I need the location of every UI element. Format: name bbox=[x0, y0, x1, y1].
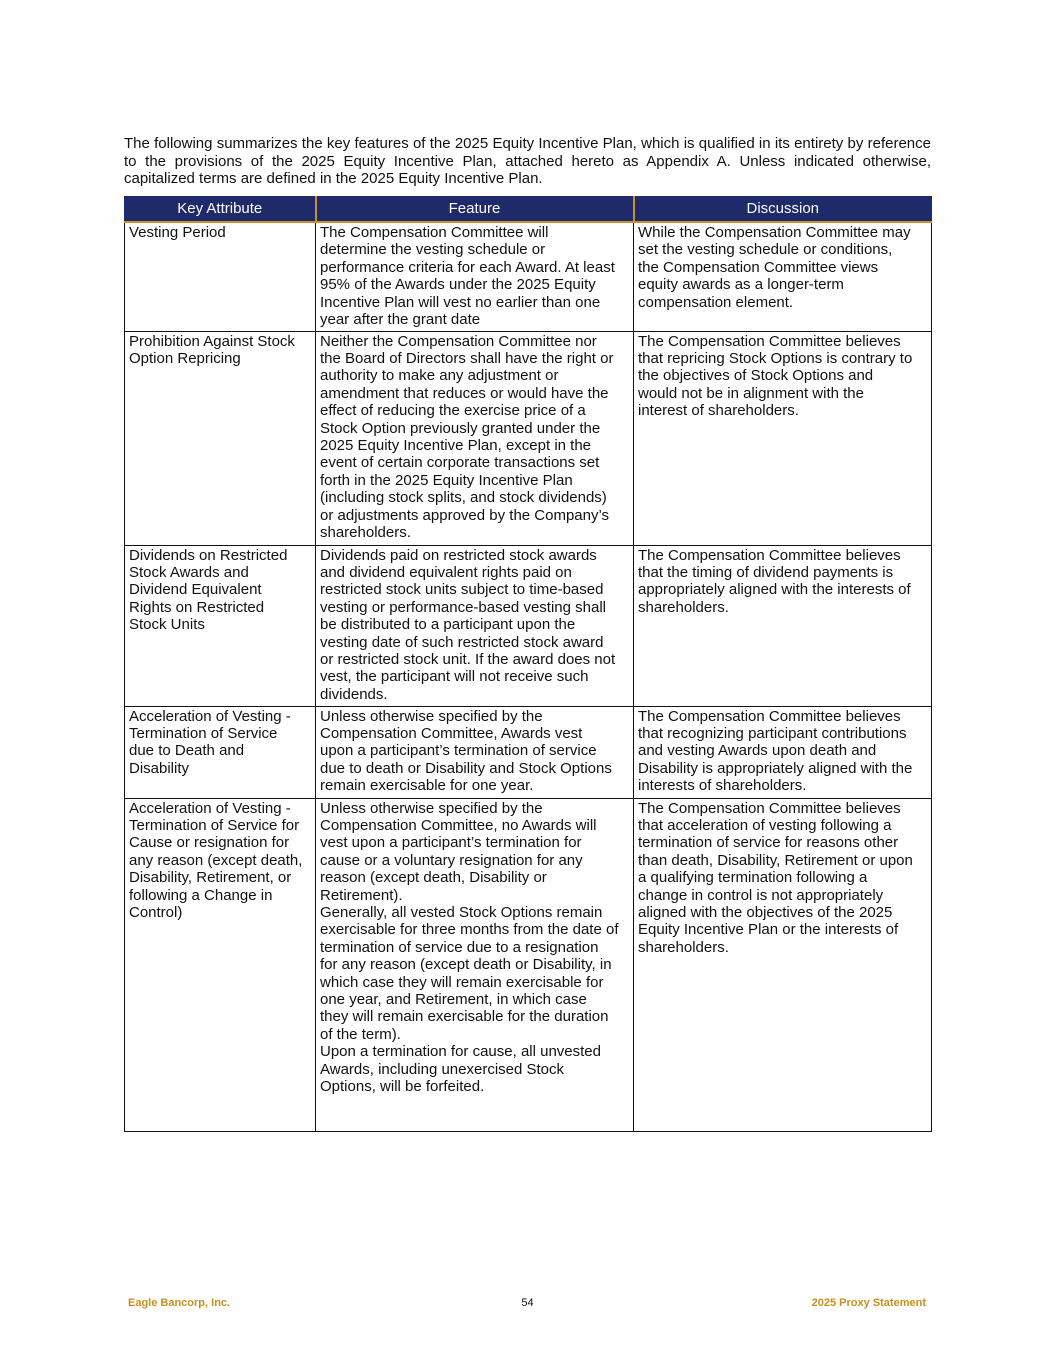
header-feature: Feature bbox=[316, 197, 634, 223]
table-row bbox=[125, 798, 932, 1131]
key-attribute-cell: Vesting Period bbox=[125, 222, 316, 331]
key-attribute-cell: Acceleration of Vesting - Termination of Service due to Death and Disability bbox=[125, 706, 316, 798]
feature-cell: Dividends paid on restricted stock awards and dividend equivalent rights paid on restricted stock units subject to time-based vesting or performance-based vesting shall be distributed to a participant upon the vesting date of such restricted stock award or restricted stock unit. If the award does not vest, the participant will not receive such dividends. bbox=[316, 545, 634, 706]
discussion-cell: The Compensation Committee believes that acceleration of vesting following a termination of service for reasons other than death, Disability, Retirement or upon a qualifying termination following a change in control is not appropriately aligned with the objectives of the 2025 Equity Incentive Plan or the interests of shareholders. bbox=[634, 798, 932, 1131]
discussion-cell: The Compensation Committee believes that repricing Stock Options is contrary to the objectives of Stock Options and would not be in alignment with the interest of shareholders. bbox=[634, 331, 932, 545]
footer-document-title: 2025 Proxy Statement bbox=[811, 1297, 926, 1309]
key-attribute-cell: Acceleration of Vesting - Termination of Service for Cause or resignation for any reason (except death, Disability, Retirement, or following a Change in Control) bbox=[125, 798, 316, 1131]
key-attribute-cell: Prohibition Against Stock Option Repricing bbox=[125, 331, 316, 545]
table-header-row bbox=[125, 197, 932, 223]
header-discussion: Discussion bbox=[634, 197, 932, 223]
feature-cell: Unless otherwise specified by the Compensation Committee, Awards vest upon a participant’s termination of service due to death or Disability and Stock Options remain exercisable for one year. bbox=[316, 706, 634, 798]
discussion-cell: The Compensation Committee believes that the timing of dividend payments is appropriately aligned with the interests of shareholders. bbox=[634, 545, 932, 706]
header-key-attribute: Key Attribute bbox=[125, 197, 316, 223]
table-row bbox=[125, 222, 932, 331]
feature-cell: The Compensation Committee will determine the vesting schedule or performance criteria for each Award. At least 95% of the Awards under the 2025 Equity Incentive Plan will vest no earlier than one year after the grant date bbox=[316, 222, 634, 331]
table-row bbox=[125, 331, 932, 545]
feature-cell: Unless otherwise specified by the Compensation Committee, no Awards will vest upon a participant’s termination for cause or a voluntary resignation for any reason (except death, Disability or Retirement). Generally, all vested Stock Options remain exercisable for three months from the date of termination of service due to a resignation for any reason (except death or Disability, in which case they will remain exercisable for one year, and Retirement, in which case they will remain exercisable for the duration of the term). Upon a termination for cause, all unvested Awards, including unexercised Stock Options, will be forfeited. bbox=[316, 798, 634, 1131]
key-features-table bbox=[124, 196, 932, 1132]
feature-cell: Neither the Compensation Committee nor the Board of Directors shall have the right or authority to make any adjustment or amendment that reduces or would have the effect of reducing the exercise price of a Stock Option previously granted under the 2025 Equity Incentive Plan, except in the event of certain corporate transactions set forth in the 2025 Equity Incentive Plan (including stock splits, and stock dividends) or adjustments approved by the Company’s shareholders. bbox=[316, 331, 634, 545]
discussion-cell: While the Compensation Committee may set the vesting schedule or conditions, the Compensation Committee views equity awards as a longer-term compensation element. bbox=[634, 222, 932, 331]
key-attribute-cell: Dividends on Restricted Stock Awards and Dividend Equivalent Rights on Restricted Stock Units bbox=[125, 545, 316, 706]
discussion-cell: The Compensation Committee believes that recognizing participant contributions and vesting Awards upon death and Disability is appropriately aligned with the interests of shareholders. bbox=[634, 706, 932, 798]
footer-company: Eagle Bancorp, Inc. bbox=[128, 1297, 231, 1309]
table-row bbox=[125, 706, 932, 798]
intro-paragraph: The following summarizes the key features of the 2025 Equity Incentive Plan, which is qualified in its entirety by reference to the provisions of the 2025 Equity Incentive Plan, attached hereto as Appendix A. Unless indicated otherwise, capitalized terms are defined in the 2025 Equity Incentive Plan. bbox=[124, 135, 931, 187]
table-row bbox=[125, 545, 932, 706]
page-number: 54 bbox=[521, 1297, 534, 1309]
